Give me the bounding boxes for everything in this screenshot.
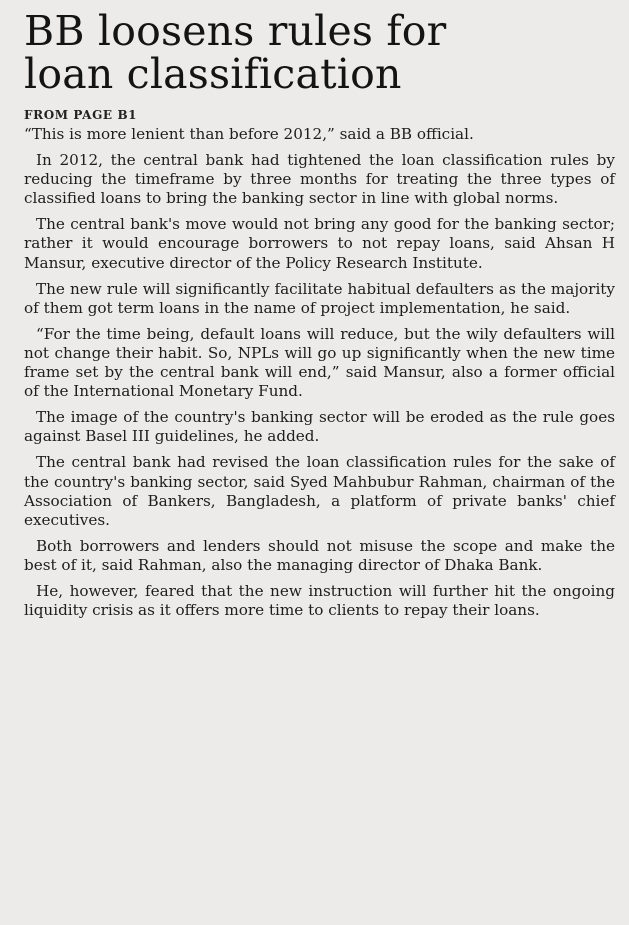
article-body [24,125,615,620]
headline-line-2: loan classification [24,50,402,98]
paragraph-4: The new rule will significantly facilitate habitual defaulters as the majority of them got term loans in the name of project implementation, he said. [24,279,615,317]
paragraph-8: Both borrowers and lenders should not misuse the scope and make the best of it, said Rahman, also the managing director of Dhaka Bank. [24,536,615,574]
paragraph-6: The image of the country's banking sector will be eroded as the rule goes against Basel III guidelines, he added. [24,408,615,446]
paragraph-9: He, however, feared that the new instruction will further hit the ongoing liquidity crisis as it offers more time to clients to repay their loans. [24,581,615,620]
paragraph-1: “This is more lenient than before 2012,” said a BB official. [24,125,474,143]
article-headline [24,7,615,98]
paragraph-7: The central bank had revised the loan classification rules for the sake of the country's banking sector, said Syed Mahbubur Rahman, chairman of the Association of Bankers, Bangladesh, a platform of private banks' chief executives. [24,453,615,529]
paragraph-3: The central bank's move would not bring any good for the banking sector; rather it would encourage borrowers to not repay loans, said Ahsan H Mansur, executive director of the Policy Research Institute. [24,215,615,272]
headline-line-1: BB loosens rules for [24,7,447,55]
paragraph-2: In 2012, the central bank had tightened the loan classification rules by reducing the timeframe by three months for treating the three types of classified loans to bring the banking sector in line with global norms. [24,151,615,208]
paragraph-5: “For the time being, default loans will reduce, but the wily defaulters will not change their habit. So, NPLs will go up significantly when the new time frame set by the central bank will end,” said Mansur, also a former official of the International Monetary Fund. [24,324,615,401]
continuation-kicker: FROM PAGE B1 [24,108,138,122]
